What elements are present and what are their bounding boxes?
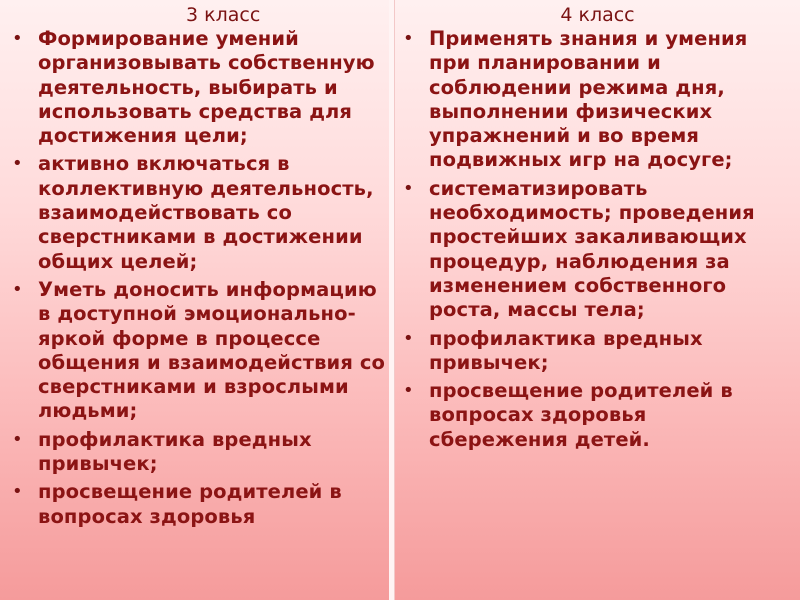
list-item-text: профилактика вредных привычек; (38, 427, 312, 476)
list-item-text: просвещение родителей в вопросах здоровья сбережения детей. (429, 379, 733, 451)
list-item-text: Формирование умений организовывать собственную деятельность, выбирать и использовать средства для достижения цели; (38, 27, 375, 148)
list-item (0, 27, 389, 148)
list-item (395, 379, 800, 452)
list-item-text: Применять знания и умения при планировании и соблюдении режима дня, выполнении физических упражнений и во время подвижных игр на досуге; (429, 27, 748, 172)
list-item (0, 152, 389, 273)
list-item-text: профилактика вредных привычек; (429, 326, 703, 374)
list-item (395, 177, 800, 323)
column-grade-4 (394, 0, 800, 600)
bullet-icon: • (12, 28, 23, 49)
item-list-grade-3 (0, 27, 389, 529)
column-grade-3 (0, 0, 394, 600)
list-item-text: просвещение родителей в вопросах здоровья (38, 480, 342, 528)
bullet-icon: • (403, 327, 414, 349)
column-heading-grade-3: 3 класс (186, 4, 261, 26)
bullet-icon: • (403, 380, 414, 402)
list-item-text: систематизировать необходимость; проведения простейших закаливающих процедур, наблюдения за изменением собственного роста, массы тела; (429, 176, 755, 322)
bullet-icon: • (403, 177, 414, 199)
list-item-text: Уметь доносить информацию в доступной эмоционально-яркой форме в процессе общения и взаимодействия со сверстниками и взрослыми людьми; (38, 277, 385, 423)
list-item (0, 428, 389, 477)
list-item (0, 278, 389, 424)
bullet-icon: • (403, 28, 414, 49)
bullet-icon: • (12, 153, 23, 175)
bullet-icon: • (12, 481, 23, 503)
bullet-icon: • (12, 428, 23, 450)
item-list-grade-4 (395, 27, 800, 452)
column-heading-grade-4: 4 класс (560, 4, 635, 26)
list-item (0, 480, 389, 529)
list-item-text: активно включаться в коллективную деятельность, взаимодействовать со сверстниками в достижении общих целей; (38, 152, 374, 273)
list-item (395, 27, 800, 173)
list-item (395, 327, 800, 376)
bullet-icon: • (12, 278, 23, 300)
